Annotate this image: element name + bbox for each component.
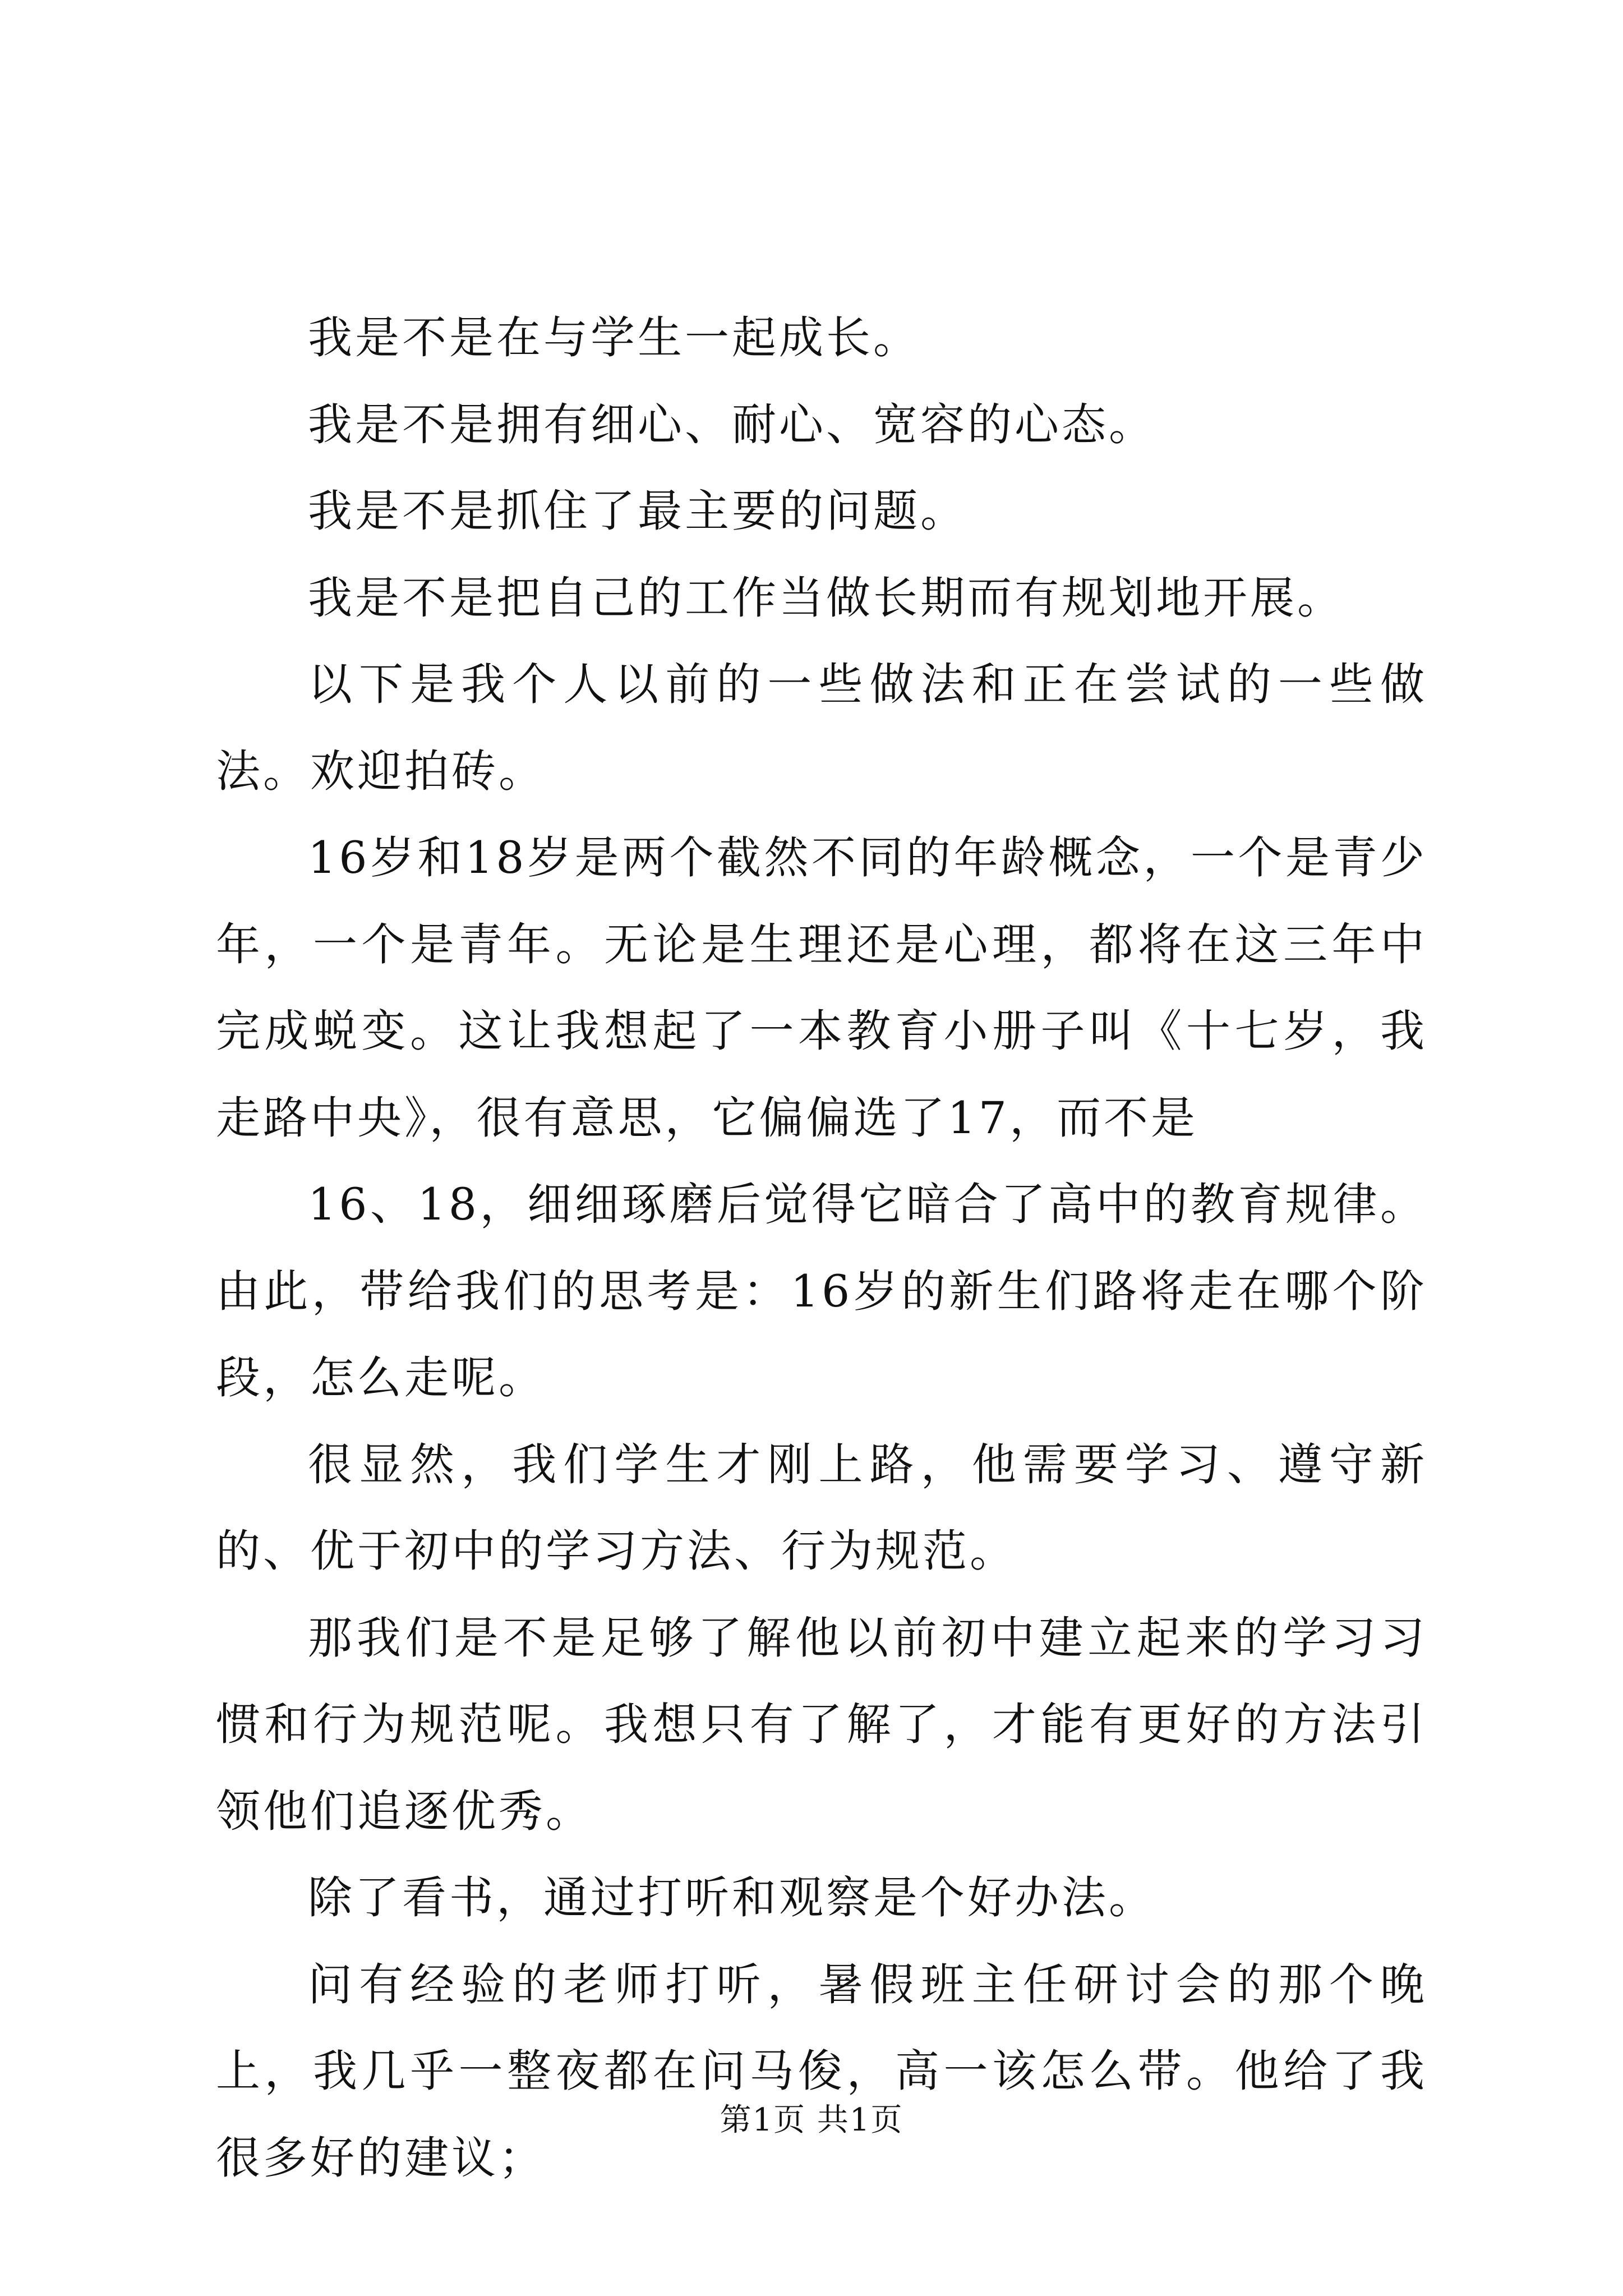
paragraph: 很显然，我们学生才刚上路，他需要学习、遵守新的、优于初中的学习方法、行为规范。: [216, 1438, 1427, 1577]
paragraph: 以下是我个人以前的一些做法和正在尝试的一些做法。欢迎拍砖。: [216, 659, 1427, 797]
paragraph: 我是不是抓住了最主要的问题。: [308, 485, 967, 537]
paragraph: 16、18，细细琢磨后觉得它暗合了高中的教育规律。由此，带给我们的思考是：16岁的新生们路将走在哪个阶段，怎么走呢。: [216, 1179, 1427, 1404]
paragraph: 16岁和18岁是两个截然不同的年龄概念，一个是青少年，一个是青年。无论是生理还是心理，都将在这三年中完成蜕变。这让我想起了一本教育小册子叫《十七岁，我走路中央》，很有意思，它偏偏选了17，而不是: [216, 832, 1427, 1144]
paragraph: 我是不是拥有细心、耐心、宽容的心态。: [308, 398, 1156, 450]
page-number-label: 第1页 共1页: [720, 2102, 903, 2138]
paragraph: 我是不是把自己的工作当做长期而有规划地开展。: [308, 572, 1344, 624]
document-body: [216, 295, 1427, 2201]
paragraph: 那我们是不是足够了解他以前初中建立起来的学习习惯和行为规范呢。我想只有了解了，才能有更好的方法引领他们追逐优秀。: [216, 1612, 1427, 1837]
paragraph: 除了看书，通过打听和观察是个好办法。: [308, 1872, 1156, 1924]
paragraph: 我是不是在与学生一起成长。: [308, 312, 920, 364]
page-footer: [0, 2101, 1623, 2140]
paragraph: 问有经验的老师打听，暑假班主任研讨会的那个晚上，我几乎一整夜都在问马俊，高一该怎么带。他给了我很多好的建议；: [216, 1958, 1427, 2184]
